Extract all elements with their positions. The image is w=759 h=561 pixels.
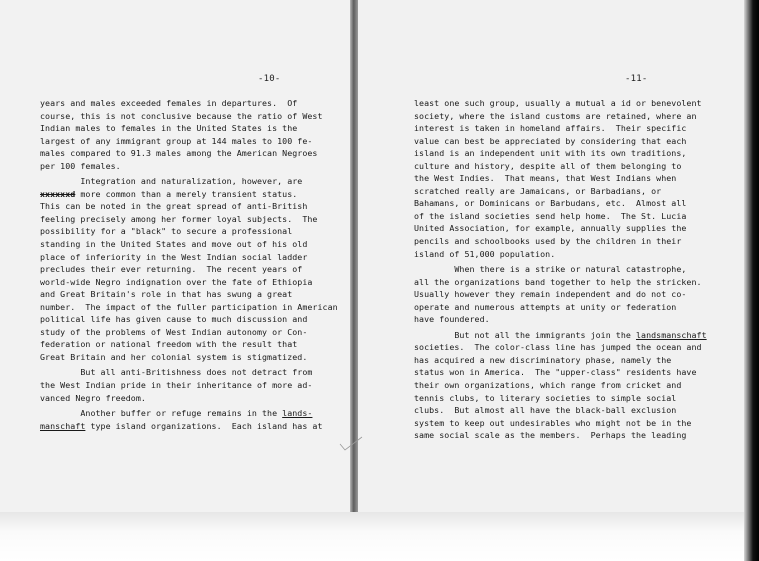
text-line: of the island societies send help home. The St. Lucia [414,210,687,221]
text-line: operate and numerous attempts at unity or federation [414,301,677,312]
page-body-text [40,97,340,432]
line-text: But not all the immigrants join the [414,329,636,340]
text-line: place of inferiority in the West Indian social ladder [40,251,308,262]
text-line: societies. The color-class line has jumped the ocean and [414,342,702,353]
text-line: all the organizations band together to help the stricken. [414,276,702,287]
pencil-checkmark-icon [336,434,366,454]
text-line: clubs. But almost all have the black-ball exclusion [414,405,677,416]
line-text: more common than a merely transient status. [75,188,298,199]
page-number: -11- [625,74,648,84]
text-line: same social scale as the members. Perhaps the leading [414,430,687,441]
text-line: has acquired a new discriminatory phase, namely the [414,354,672,365]
text-line: tennis clubs, to literary societies to simple social [414,392,677,403]
text-line: standing in the United States and move out of his old [40,239,308,250]
text-line: males compared to 91.3 males among the American Negroes [40,148,318,159]
text-line: their own organizations, which range from cricket and [414,380,682,391]
page-body-text [414,97,734,442]
text-line: largest of any immigrant group at 144 males to 100 fe- [40,135,313,146]
struck-out-word: xxxxxxd [40,188,76,199]
text-line: Bahamans, or Dominicans or Barbudans, etc. Almost all [414,198,687,209]
text-line: world-wide Negro indignation over the fate of Ethiopia [40,276,313,287]
text-line: vanced Negro freedom. [40,392,146,403]
text-line: federation or national freedom with the result that [40,339,298,350]
text-line: have foundered. [414,314,490,325]
text-line: study of the problems of West Indian autonomy or Con- [40,326,308,337]
text-line: number. The impact of the fuller participation in American [40,301,338,312]
text-line: possibility for a "black" to secure a professional [40,226,293,237]
text-line: the West Indies. That means, that West Indians when [414,173,677,184]
text-line: United Association, for example, annually supplies the [414,223,687,234]
text-line: society, where the island customs are retained, where an [414,110,697,121]
text-line: pencils and schoolbooks used by the children in their [414,236,682,247]
text-line: course, this is not conclusive because the ratio of West [40,110,323,121]
left-page [0,0,350,512]
text-line: least one such group, usually a mutual a id or benevolent [414,98,702,108]
text-line: per 100 females. [40,160,121,171]
text-line: feeling precisely among her former loyal subjects. The [40,213,318,224]
text-line: Integration and naturalization, however, are [40,176,303,187]
text-line: interest is taken in homeland affairs. Their specific [414,123,687,134]
underlined-term: landsmanschaft [636,329,707,340]
line-text: Another buffer or refuge remains in the [40,408,283,419]
text-line [414,329,734,342]
scan-edge [744,0,759,561]
right-page [358,0,744,512]
text-line [40,188,340,201]
text-line [40,420,340,433]
scan-bottom-margin [0,512,744,561]
text-line: value can best be appreciated by considering that each [414,135,687,146]
line-text: type island organizations. Each island has at [85,420,323,431]
text-line: But all anti-Britishness does not detract from [40,367,313,378]
text-line [40,407,340,420]
text-line: the West Indian pride in their inheritance of more ad- [40,380,313,391]
text-line: system to keep out undesirables who might not be in the [414,417,692,428]
text-line: precludes their ever returning. The recent years of [40,264,303,275]
text-line: Indian males to females in the United States is the [40,123,298,134]
text-line: years and males exceeded females in departures. Of [40,98,298,108]
text-line: island is an independent unit with its own traditions, [414,148,687,159]
text-line: When there is a strike or natural catastrophe, [414,264,687,275]
underlined-term: lands- [282,408,313,419]
underlined-term: manschaft [40,420,86,431]
text-line: political life has given cause to much discussion and [40,314,308,325]
text-line: This can be noted in the great spread of anti-British [40,201,308,212]
text-line: and Great Britain's role in that has swung a great [40,289,293,300]
text-line: Usually however they remain independent and do not co- [414,289,687,300]
text-line: status won in America. The "upper-class" residents have [414,367,697,378]
page-number: -10- [258,74,281,84]
text-line: island of 51,000 population. [414,248,556,259]
book-gutter [350,0,358,561]
text-line: Great Britain and her colonial system is stigmatized. [40,351,308,362]
text-line: scratched really are Jamaicans, or Barbadians, or [414,185,662,196]
text-line: culture and history, despite all of them belonging to [414,160,682,171]
